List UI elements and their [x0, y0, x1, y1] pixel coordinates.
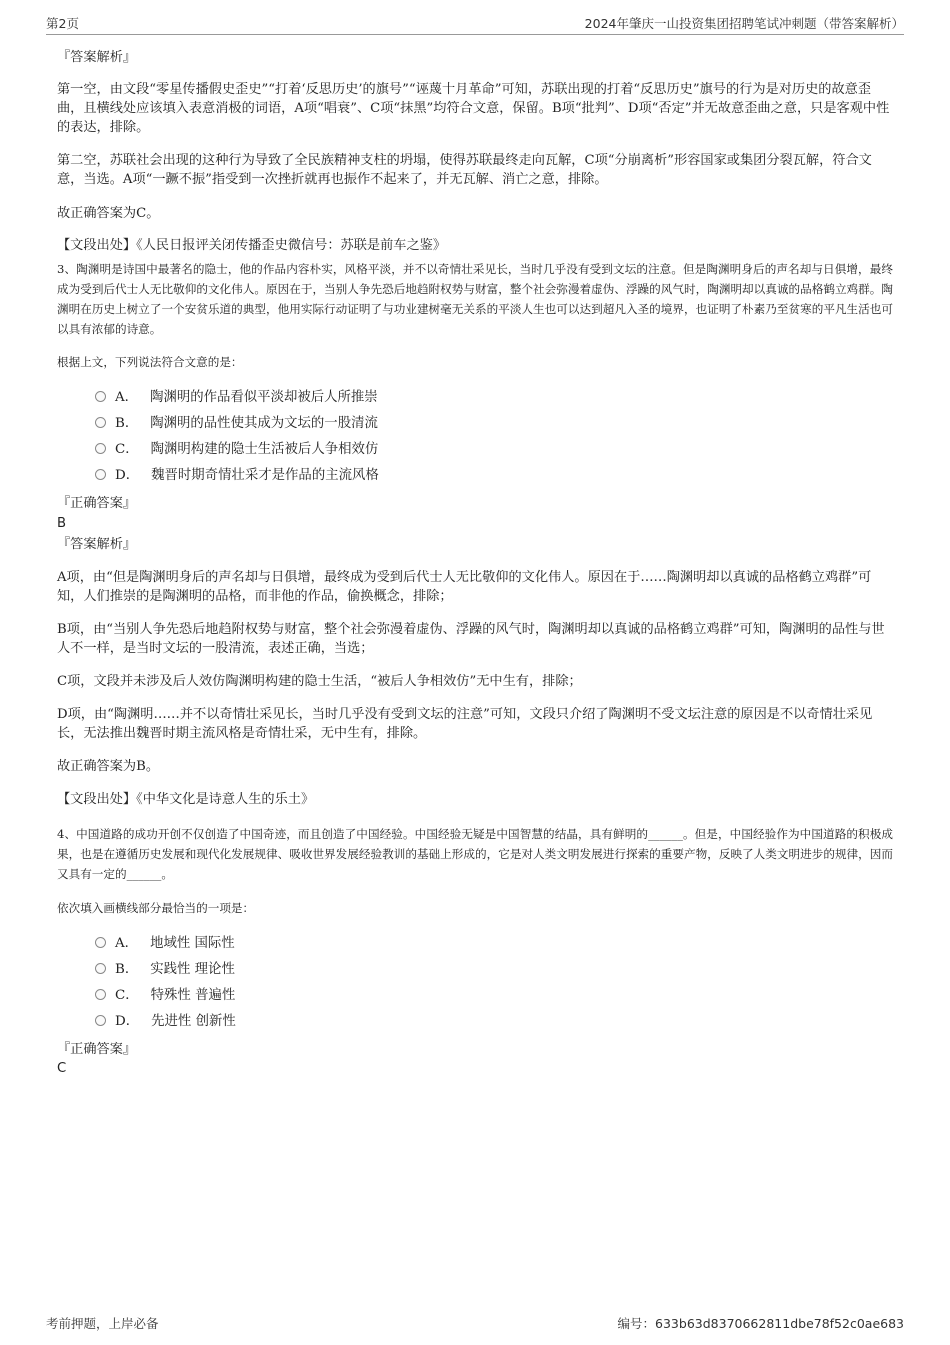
q3-analysis-b: B项，由“当别人争先恐后地趋附权势与财富，整个社会弥漫着虚伪、浮躁的风气时，陶渊明却以真诚的品格鹤立鸡群”可知，陶渊明的品性与世人不一样，是当时文坛的一股清流，表述正确，当选；	[57, 622, 885, 656]
q3-answer-label: 『正确答案』	[57, 496, 137, 511]
q2-analysis-p2: 第二空，苏联社会出现的这种行为导致了全民族精神支柱的坍塌，使得苏联最终走向瓦解，C项“分崩离析”形容国家或集团分裂瓦解，符合文意，当选。A项“一蹶不振”指受到一次挫折就再也振作不起来了，并无瓦解、消亡之意，排除。	[57, 153, 872, 187]
q3-answer: B	[57, 516, 67, 531]
q3-option-d[interactable]: D． 魏晋时期奇情壮采才是作品的主流风格	[95, 466, 379, 486]
q4-option-a[interactable]: A． 地域性 国际性	[95, 934, 235, 954]
q3-option-a[interactable]: A． 陶渊明的作品看似平淡却被后人所推崇	[95, 388, 378, 408]
q2-source: 【文段出处】《人民日报评关闭传播歪史微信号：苏联是前车之鉴》	[57, 238, 447, 253]
q3-stem: 3、陶渊明是诗国中最著名的隐士，他的作品内容朴实，风格平淡，并不以奇情壮采见长，当时几乎没有受到文坛的注意。但是陶渊明身后的声名却与日俱增，最终成为受到后代士人无比敬仰的文化伟人。原因在于，当别人争先恐后地趋附权势与财富，整个社会弥漫着虚伪、浮躁的风气时，陶渊明却以真诚的品格鹤立鸡群。陶渊明在历史上树立了一个安贫乐道的典型，他用实际行动证明了与功业建树毫无关系的平淡人生也可以达到超凡入圣的境界，也证明了朴素乃至贫寒的平凡生活也可以具有浓郁的诗意。	[57, 262, 893, 336]
q3-analysis-a: A项，由“但是陶渊明身后的声名却与日俱增，最终成为受到后代士人无比敬仰的文化伟人。原因在于……陶渊明却以真诚的品格鹤立鸡群”可知，人们推崇的是陶渊明的品格，而非他的作品，偷换概念，排除；	[57, 570, 872, 604]
radio-icon[interactable]	[95, 443, 106, 454]
document-code: 编号：633b63d8370662811dbe78f52c0ae683	[617, 1316, 904, 1331]
radio-icon[interactable]	[95, 417, 106, 428]
q2-analysis-p1: 第一空，由文段“零星传播假史歪史”“打着‘反思历史’的旗号”“诬蔑十月革命”可知，苏联出现的打着“反思历史”旗号的行为是对历史的故意歪曲，且横线处应该填入表意消极的词语，A项“唱衰”、C项“抹黑”均符合文意，保留。B项“批判”、D项“否定”并无故意歪曲之意，只是客观中性的表达，排除。	[57, 82, 890, 135]
q3-question: 根据上文，下列说法符合文意的是：	[57, 355, 243, 369]
q4-answer: C	[57, 1061, 67, 1076]
radio-icon[interactable]	[95, 391, 106, 402]
q3-option-c[interactable]: C． 陶渊明构建的隐士生活被后人争相效仿	[95, 440, 378, 460]
q3-analysis-d: D项，由“陶渊明……并不以奇情壮采见长，当时几乎没有受到文坛的注意”可知，文段只介绍了陶渊明不受文坛注意的原因是不以奇情壮采见长，无法推出魏晋时期主流风格是奇情壮采，无中生有，排除。	[57, 707, 873, 741]
q2-conclusion: 故正确答案为C。	[57, 206, 160, 221]
radio-icon[interactable]	[95, 469, 106, 480]
q3-analysis-c: C项，文段并未涉及后人效仿陶渊明构建的隐士生活，“被后人争相效仿”无中生有，排除；	[57, 674, 582, 689]
radio-icon[interactable]	[95, 1015, 106, 1026]
q3-analysis-label: 『答案解析』	[57, 537, 137, 552]
radio-icon[interactable]	[95, 989, 106, 1000]
footer-slogan: 考前押题，上岸必备	[46, 1316, 159, 1331]
q4-option-c[interactable]: C． 特殊性 普遍性	[95, 986, 235, 1006]
q4-question: 依次填入画横线部分最恰当的一项是：	[57, 901, 255, 915]
radio-icon[interactable]	[95, 963, 106, 974]
page-number: 第2页	[46, 16, 79, 31]
radio-icon[interactable]	[95, 937, 106, 948]
q2-analysis-label: 『答案解析』	[57, 50, 137, 65]
q3-conclusion: 故正确答案为B。	[57, 759, 160, 774]
q4-stem: 4、中国道路的成功开创不仅创造了中国奇迹，而且创造了中国经验。中国经验无疑是中国智慧的结晶，具有鲜明的______。但是，中国经验作为中国道路的积极成果，也是在遵循历史发展和现代化发展规律、吸收世界发展经验教训的基础上形成的，它是对人类文明发展进行探索的重要产物，反映了人类文明进步的规律，因而又具有一定的______。	[57, 827, 893, 881]
q3-source: 【文段出处】《中华文化是诗意人生的乐土》	[57, 792, 315, 807]
q3-option-b[interactable]: B． 陶渊明的品性使其成为文坛的一股清流	[95, 414, 378, 434]
q4-option-b[interactable]: B． 实践性 理论性	[95, 960, 235, 980]
q4-answer-label: 『正确答案』	[57, 1042, 137, 1057]
page-header	[46, 14, 904, 35]
document-title: 2024年肇庆一山投资集团招聘笔试冲刺题（带答案解析）	[584, 16, 904, 31]
q4-option-d[interactable]: D． 先进性 创新性	[95, 1012, 236, 1032]
